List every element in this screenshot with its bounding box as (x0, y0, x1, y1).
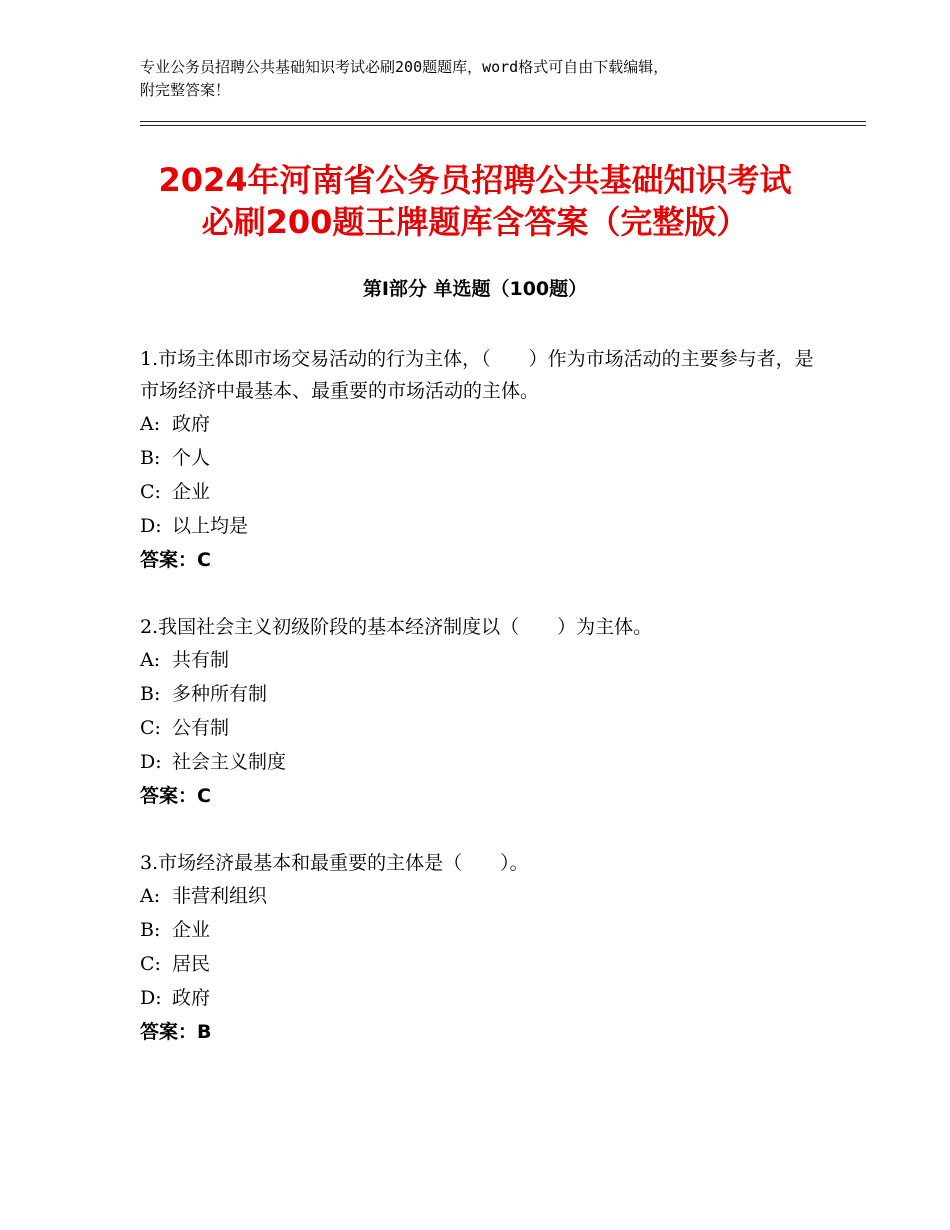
answer: 答案：C (140, 549, 211, 571)
question-2 (140, 611, 830, 813)
question-stem: 1.市场主体即市场交易活动的行为主体，（ ）作为市场活动的主要参与者，是市场经济中最基本、最重要的市场活动的主体。 (140, 348, 814, 402)
option-text: 社会主义制度 (172, 751, 287, 773)
option-b (140, 677, 830, 711)
option-c (140, 475, 830, 509)
header-divider (140, 121, 866, 126)
option-text: 企业 (172, 481, 211, 503)
option-text: 政府 (172, 987, 211, 1009)
option-text: 公有制 (172, 717, 230, 739)
document-title-line-2: 必刷200题王牌题库含答案（完整版） (201, 203, 749, 241)
header-note-line-2: 附完整答案！ (140, 81, 231, 99)
option-letter: C: (140, 953, 161, 975)
option-letter: D: (140, 751, 162, 773)
option-text: 企业 (172, 919, 211, 941)
option-text: 政府 (172, 413, 211, 435)
option-letter: B: (140, 447, 161, 469)
question-3 (140, 847, 830, 1049)
answer: 答案：C (140, 785, 211, 807)
option-d (140, 981, 830, 1015)
option-d (140, 509, 830, 543)
option-c (140, 947, 830, 981)
option-text: 以上均是 (172, 515, 249, 537)
option-text: 非营利组织 (172, 885, 268, 907)
option-d (140, 745, 830, 779)
header-note (140, 56, 820, 102)
option-text: 多种所有制 (172, 683, 268, 705)
option-letter: A: (140, 649, 161, 671)
question-list (140, 343, 830, 1083)
option-a (140, 643, 830, 677)
option-letter: D: (140, 515, 162, 537)
option-a (140, 879, 830, 913)
option-letter: B: (140, 683, 161, 705)
section-title: 第Ⅰ部分 单选题（100题） (362, 278, 588, 300)
option-c (140, 711, 830, 745)
option-text: 居民 (172, 953, 211, 975)
option-b (140, 441, 830, 475)
option-letter: A: (140, 413, 161, 435)
question-1 (140, 343, 830, 577)
answer: 答案：B (140, 1021, 212, 1043)
option-letter: B: (140, 919, 161, 941)
option-letter: C: (140, 481, 161, 503)
option-letter: C: (140, 717, 161, 739)
question-stem: 3.市场经济最基本和最重要的主体是（ ）。 (140, 852, 529, 874)
document-title (100, 159, 850, 243)
header-note-line-1: 专业公务员招聘公共基础知识考试必刷200题题库，word格式可自由下载编辑， (140, 58, 669, 76)
option-text: 共有制 (172, 649, 230, 671)
option-text: 个人 (172, 447, 211, 469)
option-letter: D: (140, 987, 162, 1009)
question-stem: 2.我国社会主义初级阶段的基本经济制度以（ ）为主体。 (140, 616, 653, 638)
option-a (140, 407, 830, 441)
option-letter: A: (140, 885, 161, 907)
option-b (140, 913, 830, 947)
document-title-line-1: 2024年河南省公务员招聘公共基础知识考试 (158, 161, 792, 199)
